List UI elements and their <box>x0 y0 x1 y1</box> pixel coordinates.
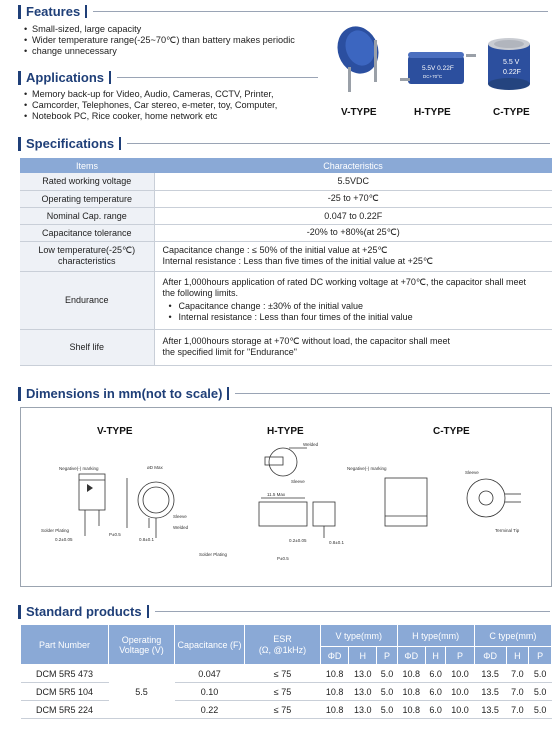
section-bar <box>18 71 21 85</box>
endurance-line: After 1,000hours application of rated DC working voltage at +70℃, the capacitor shall meet <box>162 277 527 287</box>
features-title: Features <box>26 4 81 19</box>
part-number-cell: DCM 5R5 224 <box>21 701 109 719</box>
c-neg-marking-label: Negative(-) marking <box>347 466 387 471</box>
c-type-header: C type(mm) <box>474 625 551 647</box>
dim-cell: 7.0 <box>506 701 529 719</box>
table-row <box>20 271 552 329</box>
part-number-cell: DCM 5R5 104 <box>21 683 109 701</box>
spec-value: -20% to +80%(at 25℃) <box>154 224 552 241</box>
applications-header <box>18 70 318 85</box>
esr-cell: ≤ 75 <box>245 683 321 701</box>
table-row <box>20 224 552 241</box>
section-bar <box>18 387 21 401</box>
esr-header <box>245 625 321 665</box>
capacitance-cell: 0.10 <box>175 683 245 701</box>
voltage-cell: 5.5 <box>109 665 175 719</box>
dim-cell: 6.0 <box>425 665 445 683</box>
dim-cell: 5.0 <box>529 683 552 701</box>
h-p-label: P±0.5 <box>277 556 289 561</box>
spec-item-low-temp <box>20 241 154 271</box>
dim-cell: 13.0 <box>349 665 377 683</box>
endurance-sub: • Capacitance change : ±30% of the initial value <box>163 301 549 312</box>
dim-cell: 5.0 <box>377 683 397 701</box>
dim-cell: 13.5 <box>474 665 506 683</box>
v-solder-label: Solder Plating <box>41 528 70 533</box>
dimensions-title: Dimensions in mm(not to scale) <box>26 386 223 401</box>
dim-cell: 13.5 <box>474 683 506 701</box>
spec-item-shelf: Shelf life <box>20 329 154 365</box>
h-sleeve-label: Sleeve <box>291 479 305 484</box>
h-lead-label: 0.2±0.05 <box>289 538 307 543</box>
h-max-label: 11.5 Max <box>267 492 286 497</box>
section-bar <box>109 71 111 84</box>
dim-cell: 5.0 <box>529 701 552 719</box>
table-row <box>21 665 552 683</box>
specifications-header <box>18 136 550 151</box>
dim-cell: 13.5 <box>474 701 506 719</box>
capacitance-header: Capacitance (F) <box>175 625 245 665</box>
shelf-line: After 1,000hours storage at +70℃ without load, the capacitor shall meet <box>162 336 451 346</box>
table-header-row <box>20 158 552 173</box>
dim-cell: 6.0 <box>425 701 445 719</box>
dim-cell: 10.0 <box>446 701 474 719</box>
c-type-side-drawing <box>385 478 427 526</box>
dim-cell: 13.0 <box>349 701 377 719</box>
c-type-voltage-label: 5.5 V <box>503 59 520 66</box>
c-type-top-drawing <box>467 479 521 517</box>
h-type-value-label: 5.5V 0.22F <box>422 65 454 72</box>
table-row <box>21 701 552 719</box>
dim-subheader: P <box>529 647 552 665</box>
table-row <box>20 173 552 190</box>
c-terminal-label: Terminal Tip <box>495 528 520 533</box>
h-type-capacitor-icon <box>400 52 476 84</box>
table-header-row <box>21 625 552 647</box>
spec-value: 5.5VDC <box>154 173 552 190</box>
specifications-table <box>20 158 552 366</box>
section-bar <box>227 387 229 400</box>
table-row <box>20 190 552 207</box>
voltage-header: Operating Voltage (V) <box>109 625 175 665</box>
applications-title: Applications <box>26 70 105 85</box>
v-type-capacitor-icon <box>331 21 385 92</box>
application-item-continuation: • Notebook PC, Rice cooker, home network etc <box>24 111 277 122</box>
table-row <box>20 329 552 365</box>
section-bar <box>18 137 21 151</box>
spec-value-shelf <box>154 329 552 365</box>
section-rule <box>127 143 550 144</box>
v-type-header: V type(mm) <box>321 625 398 647</box>
spec-value: -25 to +70℃ <box>154 190 552 207</box>
low-temp-item-line: characteristics <box>57 256 116 266</box>
shelf-line: the specified limit for "Endurance" <box>162 347 297 357</box>
standard-products-header <box>18 604 550 619</box>
dimension-drawings <box>21 408 551 586</box>
spec-value-endurance <box>154 271 552 329</box>
spec-value-low-temp <box>154 241 552 271</box>
spec-item: Capacitance tolerance <box>20 224 154 241</box>
h-type-header: H type(mm) <box>397 625 474 647</box>
dim-cell: 10.0 <box>446 683 474 701</box>
feature-item: • Wider temperature range(-25~70℃) than battery makes periodic <box>24 35 295 46</box>
dim-cell: 10.8 <box>321 683 349 701</box>
dim-cell: 10.8 <box>321 665 349 683</box>
dim-cell: 7.0 <box>506 683 529 701</box>
c-type-label: C-TYPE <box>493 107 530 118</box>
dim-subheader: P <box>377 647 397 665</box>
application-item: • Memory back-up for Video, Audio, Cameras, CCTV, Printer, <box>24 89 277 100</box>
table-row <box>20 241 552 271</box>
dim-subheader: ΦD <box>397 647 425 665</box>
spec-item: Nominal Cap. range <box>20 207 154 224</box>
c-sleeve-label: Sleeve <box>465 470 479 475</box>
section-bar <box>119 137 121 150</box>
section-bar <box>85 5 87 18</box>
dimensions-drawing-box <box>20 407 552 587</box>
h-type-temp-label: DC+70°C <box>423 74 443 79</box>
dimensions-header <box>18 386 550 401</box>
capacitance-cell: 0.047 <box>175 665 245 683</box>
dim-subheader: H <box>349 647 377 665</box>
dim-cell: 5.0 <box>377 701 397 719</box>
application-item-continuation: • Camcorder, Telephones, Car stereo, e-meter, toy, Computer, <box>24 100 277 111</box>
c-type-capacitor-icon <box>488 38 530 90</box>
v-type-side-drawing <box>79 474 105 536</box>
characteristics-header: Characteristics <box>154 158 552 173</box>
v-od-label: øD Max <box>147 465 163 470</box>
low-temp-line: Internal resistance : Less than five times of the initial value at +25℃ <box>162 256 434 266</box>
v-lead-label: 0.2±0.05 <box>55 537 73 542</box>
feature-item: • Small-sized, large capacity <box>24 24 295 35</box>
section-rule <box>235 393 550 394</box>
spec-item: Operating temperature <box>20 190 154 207</box>
h-solder-label: Solder Plating <box>199 552 228 557</box>
dim-cell: 10.8 <box>321 701 349 719</box>
v-lead2-label: 0.8±0.1 <box>139 537 154 542</box>
esr-cell: ≤ 75 <box>245 665 321 683</box>
product-photos <box>330 12 555 112</box>
v-type-front-drawing <box>127 478 174 538</box>
items-header: Items <box>20 158 154 173</box>
dim-cell: 5.0 <box>529 665 552 683</box>
v-neg-marking-label: Negative(-) marking <box>59 466 99 471</box>
c-type-cap-label: 0.22F <box>503 69 521 76</box>
esr-header-line: ESR <box>273 633 292 644</box>
table-row <box>20 207 552 224</box>
spec-item: Rated working voltage <box>20 173 154 190</box>
section-rule <box>117 77 318 78</box>
section-rule <box>155 611 550 612</box>
h-type-label: H-TYPE <box>414 107 451 118</box>
spec-item-endurance: Endurance <box>20 271 154 329</box>
dim-h-type-label: H-TYPE <box>267 426 304 437</box>
endurance-sub: • Internal resistance : Less than four times of the initial value <box>163 312 549 323</box>
dim-c-type-label: C-TYPE <box>433 426 470 437</box>
negative-marker-icon <box>87 484 93 492</box>
feature-item-continuation: • change unnecessary <box>24 46 295 57</box>
section-bar <box>147 605 149 618</box>
spec-value: 0.047 to 0.22F <box>154 207 552 224</box>
dim-subheader: H <box>506 647 529 665</box>
v-sleeve-label: Sleeve <box>173 514 187 519</box>
specifications-title: Specifications <box>26 136 115 151</box>
dim-subheader: H <box>425 647 445 665</box>
endurance-line: the following limits. <box>162 288 239 298</box>
dim-cell: 6.0 <box>425 683 445 701</box>
standard-products-title: Standard products <box>26 604 142 619</box>
dim-v-type-label: V-TYPE <box>97 426 133 437</box>
section-bar <box>18 605 21 619</box>
low-temp-item-line: Low temperature(-25℃) <box>38 245 136 255</box>
dim-subheader: ΦD <box>321 647 349 665</box>
dim-subheader: ΦD <box>474 647 506 665</box>
esr-cell: ≤ 75 <box>245 701 321 719</box>
part-number-header: Part Number <box>21 625 109 665</box>
v-p-label: P±0.5 <box>109 532 121 537</box>
capacitance-cell: 0.22 <box>175 701 245 719</box>
v-type-label: V-TYPE <box>341 107 377 118</box>
dim-subheader: P <box>446 647 474 665</box>
v-welded-label: Welded <box>173 525 189 530</box>
esr-header-line: (Ω, @1kHz) <box>258 644 307 655</box>
dim-cell: 13.0 <box>349 683 377 701</box>
dim-cell: 10.8 <box>397 701 425 719</box>
dim-cell: 7.0 <box>506 665 529 683</box>
table-row <box>21 683 552 701</box>
dim-cell: 10.8 <box>397 683 425 701</box>
standard-products-table <box>20 624 552 719</box>
dim-cell: 5.0 <box>377 665 397 683</box>
h-lead2-label: 0.8±0.1 <box>329 540 344 545</box>
h-welded-label: Welded <box>303 442 319 447</box>
part-number-cell: DCM 5R5 473 <box>21 665 109 683</box>
low-temp-line: Capacitance change : ≤ 50% of the initial value at +25℃ <box>162 245 388 255</box>
applications-list <box>24 89 277 122</box>
dim-cell: 10.0 <box>446 665 474 683</box>
section-bar <box>18 5 21 19</box>
features-list <box>24 24 295 57</box>
dim-cell: 10.8 <box>397 665 425 683</box>
